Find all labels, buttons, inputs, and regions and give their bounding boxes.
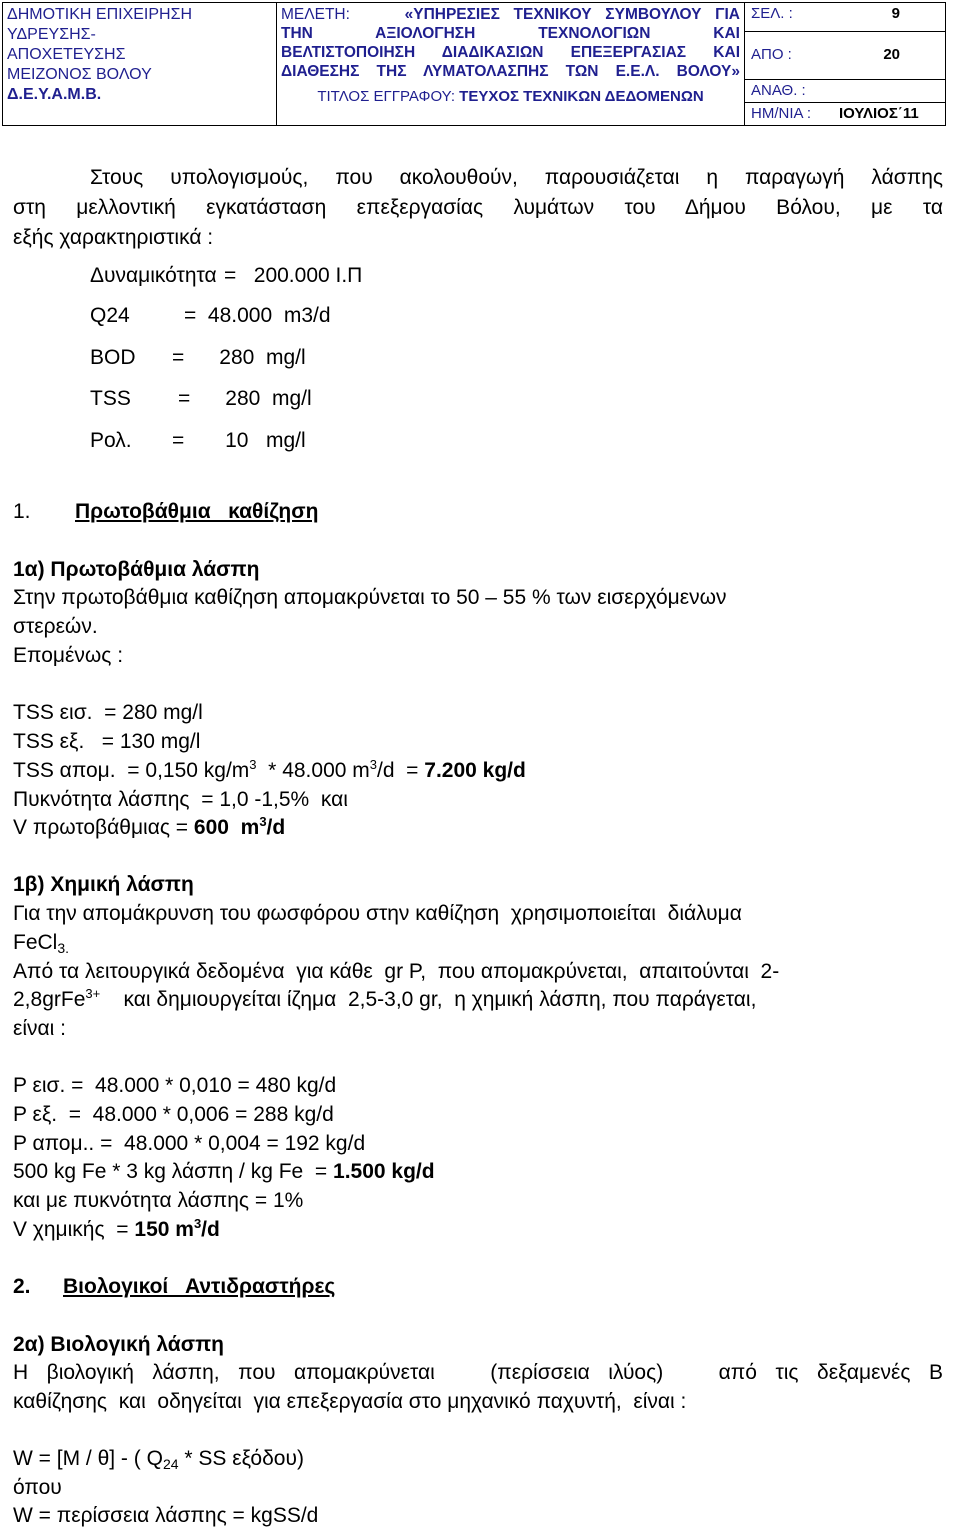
superscript: 3+	[85, 986, 101, 1001]
total-pages-label: ΑΠΟ :	[745, 31, 833, 79]
paragraph-line: Στην πρωτοβάθμια καθίζηση απομακρύνεται το 50 – 55 % των εισερχόμενων	[13, 586, 727, 609]
page-number: 9	[833, 3, 945, 31]
superscript: 3	[259, 814, 267, 829]
total-pages: 20	[833, 31, 945, 79]
calc-text: 500 kg Fe * 3 kg λάσπη / kg Fe =	[13, 1160, 334, 1183]
intro-line: στη μελλοντική εγκατάσταση επεξεργασίας λυμάτων του Δήμου Βόλου, με τα	[13, 196, 943, 219]
calc-line: P απομ.. = 48.000 * 0,004 = 192 kg/d	[13, 1132, 366, 1155]
param-value: = 48.000 m3/d	[184, 304, 331, 327]
param-name: Δυναμικότητα	[90, 264, 217, 287]
paragraph-line: είναι :	[13, 1017, 67, 1040]
date-label: ΗΜ/ΝΙΑ :	[751, 104, 812, 122]
intro-line: εξής χαρακτηριστικά :	[13, 226, 214, 249]
definition-line: W = περίσσεια λάσπης = kgSS/d	[13, 1504, 319, 1527]
formula-line	[13, 1445, 943, 1473]
study-label: ΜΕΛΕΤΗ:	[281, 6, 350, 23]
formula-text: W = [M / θ] - ( Q	[13, 1447, 163, 1470]
calc-line: P εισ. = 48.000 * 0,010 = 480 kg/d	[13, 1074, 337, 1097]
page-info	[745, 3, 945, 125]
org-line: ΜΕΙΖΟΝΟΣ ΒΟΛΟΥ	[7, 66, 152, 83]
document-title	[281, 87, 740, 106]
calc-unit: /d	[266, 816, 286, 839]
param-value: = 10 mg/l	[172, 429, 306, 452]
param-row	[90, 427, 960, 455]
calc-line	[13, 757, 943, 785]
calc-result: 600 m	[193, 816, 260, 839]
param-name: TSS	[90, 387, 131, 410]
formula: 2,8grFe	[13, 988, 86, 1011]
organization-cell	[3, 3, 277, 126]
intro-line: Στους υπολογισμούς, που ακολουθούν, παρουσιάζεται η παραγωγή λάσπης	[90, 166, 943, 189]
section-title: Βιολογικοί Αντιδραστήρες	[63, 1275, 336, 1298]
paragraph-line: όπου	[13, 1476, 62, 1499]
subsection-title: 2α) Βιολογική λάσπη	[13, 1333, 224, 1356]
param-name: Q24	[90, 304, 130, 327]
paragraph-line: Για την απομάκρυνση του φωσφόρου στην καθίζηση χρησιμοποιείται διάλυμα	[13, 902, 742, 925]
org-line: ΥΔΡΕΥΣΗΣ-	[7, 26, 96, 43]
section-number: 1.	[13, 500, 31, 523]
paragraph-line: καθίζησης και οδηγείται για επεξεργασία στο μηχανικό παχυντή, είναι :	[13, 1390, 687, 1413]
calc-line	[13, 814, 943, 842]
subscript: 24	[162, 1456, 179, 1472]
study-line: «ΥΠΗΡΕΣΙΕΣ ΤΕΧΝΙΚΟΥ ΣΥΜΒΟΥΛΟΥ ΓΙΑ	[404, 6, 740, 23]
param-row	[90, 344, 960, 372]
calc-unit: /d	[201, 1218, 220, 1241]
calc-result: 7.200 kg/d	[424, 759, 526, 782]
org-line: ΑΠΟΧΕΤΕΥΣΗΣ	[7, 46, 126, 63]
calc-line: Πυκνότητα λάσπης = 1,0 -1,5% και	[13, 788, 348, 811]
calc-result: 1.500 kg/d	[333, 1160, 435, 1183]
section-number: 2.	[13, 1275, 31, 1298]
document-header	[2, 2, 946, 126]
param-row	[90, 262, 960, 290]
param-value: = 200.000 Ι.Π	[224, 264, 363, 287]
paragraph-text: και δημιουργείται ίζημα 2,5-3,0 gr, η χημική λάσπη, που παράγεται,	[100, 988, 757, 1011]
param-name: BOD	[90, 346, 136, 369]
section-title: Πρωτοβάθμια καθίζηση	[75, 500, 319, 523]
paragraph-line	[13, 986, 943, 1014]
paragraph-line: Από τα λειτουργικά δεδομένα για κάθε gr P, που απομακρύνεται, απαιτούνται 2-	[13, 960, 780, 983]
subsection-title: 1β) Χημική λάσπη	[13, 873, 194, 896]
superscript: 3	[369, 757, 377, 772]
org-line: ΔΗΜΟΤΙΚΗ ΕΠΙΧΕΙΡΗΣΗ	[7, 6, 193, 23]
calc-text: V χημικής =	[13, 1218, 135, 1241]
date-value: ΙΟΥΛΙΟΣ΄11	[838, 104, 919, 122]
paragraph-line: Επομένως :	[13, 644, 124, 667]
calc-line	[13, 1216, 943, 1244]
param-value: = 280 mg/l	[178, 387, 312, 410]
param-value: = 280 mg/l	[172, 346, 306, 369]
revision-label: ΑΝΑΘ. :	[745, 79, 945, 102]
formula-text: * SS εξόδου)	[178, 1447, 304, 1470]
doc-title-label: ΤΙΤΛΟΣ ΕΓΓΡΑΦΟΥ:	[317, 88, 455, 105]
calc-line: TSS εισ. = 280 mg/l	[13, 701, 203, 724]
study-title	[281, 5, 740, 81]
organization-name	[7, 5, 272, 105]
calc-text: * 48.000 m	[256, 759, 370, 782]
superscript: 3	[249, 757, 257, 772]
subsection-title: 1α) Πρωτοβάθμια λάσπη	[13, 558, 260, 581]
section-heading	[13, 1273, 943, 1301]
paragraph-line: στερεών.	[13, 615, 98, 638]
calc-line: TSS εξ. = 130 mg/l	[13, 730, 201, 753]
paragraph-line: Η βιολογική λάσπη, που απομακρύνεται (περίσσεια ιλύος) από τις δεξαμενές Β	[13, 1361, 943, 1384]
superscript: 3	[193, 1216, 202, 1231]
param-row	[90, 302, 960, 330]
paragraph-line	[13, 929, 943, 957]
formula: FeCl	[13, 931, 58, 954]
calc-line: P εξ. = 48.000 * 0,006 = 288 kg/d	[13, 1103, 334, 1126]
calc-line	[13, 1158, 943, 1186]
param-row	[90, 385, 960, 413]
calc-result: 150 m	[134, 1218, 194, 1241]
org-abbreviation: Δ.Ε.Υ.Α.Μ.Β.	[7, 86, 102, 103]
param-name: Ρολ.	[90, 429, 132, 452]
study-cell	[277, 3, 745, 126]
study-line: ΔΙΑΘΕΣΗΣ ΤΗΣ ΛΥΜΑΤΟΛΑΣΠΗΣ ΤΩΝ Ε.Ε.Λ. ΒΟΛΟΥ»	[281, 63, 740, 80]
page-label: ΣΕΛ. :	[745, 3, 833, 31]
calc-text: V πρωτοβάθμιας =	[13, 816, 194, 839]
calc-text: /d =	[376, 759, 425, 782]
calc-text: TSS απομ. = 0,150 kg/m	[13, 759, 250, 782]
study-line: ΤΗΝ ΑΞΙΟΛΟΓΗΣΗ ΤΕΧΝΟΛΟΓΙΩΝ ΚΑΙ	[281, 25, 740, 42]
subscript: 3.	[57, 940, 70, 956]
page-info-cell	[745, 3, 946, 126]
calc-line: και με πυκνότητα λάσπης = 1%	[13, 1189, 304, 1212]
study-line: ΒΕΛΤΙΣΤΟΠΟΙΗΣΗ ΔΙΑΔΙΚΑΣΙΩΝ ΕΠΕΞΕΡΓΑΣΙΑΣ ΚΑΙ	[281, 44, 740, 61]
doc-title-value: ΤΕΥΧΟΣ ΤΕΧΝΙΚΩΝ ΔΕΔΟΜΕΝΩΝ	[459, 88, 704, 105]
section-heading	[13, 498, 943, 526]
